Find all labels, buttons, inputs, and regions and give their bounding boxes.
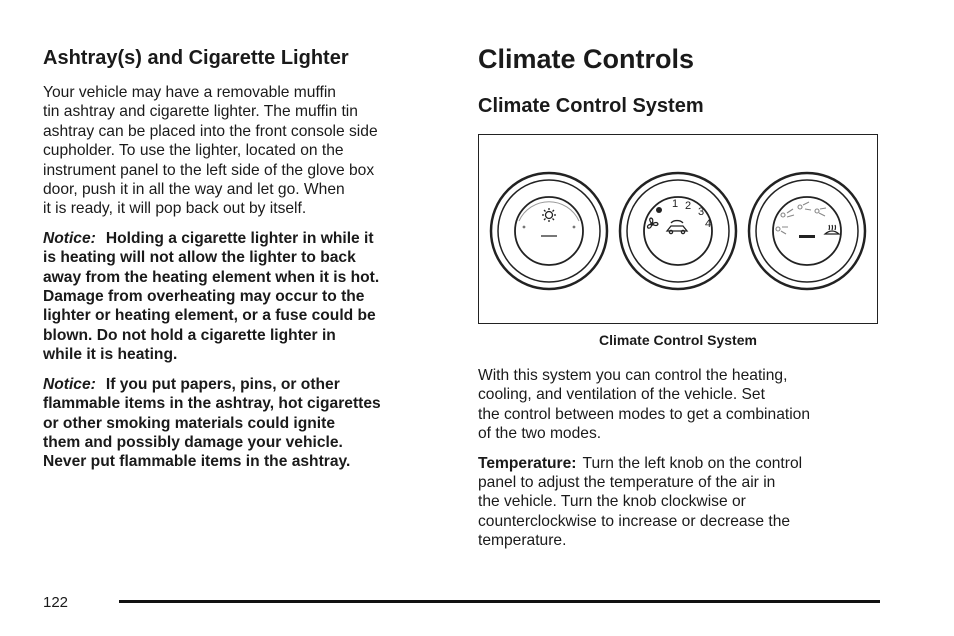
vent-mode-icon xyxy=(781,209,794,217)
line: them and possibly damage your vehicle. xyxy=(43,433,343,451)
line: Turn the left knob on the control xyxy=(582,454,803,472)
fan-icon xyxy=(648,218,659,228)
line: Holding a cigarette lighter in while it xyxy=(105,229,374,247)
page-title: Climate Controls xyxy=(478,44,695,74)
line: blown. Do not hold a cigarette lighter in xyxy=(43,326,336,344)
knob-markings xyxy=(523,226,576,237)
figure-caption: Climate Control System xyxy=(599,332,757,348)
line: it is ready, it will pop back out by itself. xyxy=(43,200,307,218)
sun-icon xyxy=(542,208,556,222)
fan-speed-label-1: 1 xyxy=(672,198,679,210)
line: temperature. xyxy=(478,532,567,550)
mode-indicator-bar xyxy=(799,235,815,238)
line: Damage from overheating may occur to the xyxy=(43,288,365,306)
line: away from the heating element when it is hot. xyxy=(43,268,380,286)
left-column xyxy=(43,46,438,482)
mode-knob xyxy=(749,173,865,289)
line: cupholder. To use the lighter, located on the xyxy=(43,142,344,160)
line: the control between modes to get a combination xyxy=(478,405,811,423)
ashtray-paragraph xyxy=(43,83,438,219)
fan-off-icon xyxy=(656,207,662,213)
line: counterclockwise to increase or decrease the xyxy=(478,512,791,530)
line: panel to adjust the temperature of the air in xyxy=(478,474,776,492)
footer-rule xyxy=(119,600,880,603)
line: while it is heating. xyxy=(43,346,178,364)
line: or other smoking materials could ignite xyxy=(43,414,336,432)
notice-label: Notice: xyxy=(43,375,96,393)
section-heading-climate-system: Climate Control System xyxy=(478,95,704,117)
climate-control-illustration xyxy=(478,134,878,324)
climate-intro-paragraph xyxy=(478,366,888,444)
floor-mode-icon xyxy=(815,208,826,216)
line: ashtray can be placed into the front console side xyxy=(43,122,378,140)
line: cooling, and ventilation of the vehicle. Set xyxy=(478,386,765,404)
section-heading-ashtray: Ashtray(s) and Cigarette Lighter xyxy=(43,47,349,69)
notice-lighter xyxy=(43,229,438,365)
bi-level-mode-icon xyxy=(798,202,811,210)
line: is heating will not allow the lighter to back xyxy=(43,249,356,267)
line: the vehicle. Turn the knob clockwise or xyxy=(478,493,746,511)
fan-speed-label-2: 2 xyxy=(685,200,692,212)
temperature-paragraph xyxy=(478,454,888,551)
line: lighter or heating element, or a fuse could be xyxy=(43,307,376,325)
line: of the two modes. xyxy=(478,425,602,443)
line: instrument panel to the left side of the glove box xyxy=(43,161,375,179)
fan-speed-label-3: 3 xyxy=(698,206,705,218)
defrost-icon xyxy=(825,225,839,234)
line: With this system you can control the heating, xyxy=(478,367,788,384)
defog-mode-icon xyxy=(776,227,788,234)
climate-panel-drawing xyxy=(479,135,879,325)
temperature-knob xyxy=(491,173,607,289)
fan-speed-label-4: 4 xyxy=(705,218,712,230)
right-column xyxy=(478,42,888,561)
page-number: 122 xyxy=(43,594,69,611)
line: door, push it in all the way and let go. When xyxy=(43,181,345,199)
line: Never put flammable items in the ashtray. xyxy=(43,453,351,471)
line: Your vehicle may have a removable muffin xyxy=(43,84,336,101)
line: tin ashtray and cigarette lighter. The muffin tin xyxy=(43,103,358,121)
line: If you put papers, pins, or other xyxy=(105,375,340,393)
notice-label: Notice: xyxy=(43,229,96,247)
line: flammable items in the ashtray, hot cigarettes xyxy=(43,395,381,413)
temperature-label: Temperature: xyxy=(478,454,577,472)
recirculation-car-icon xyxy=(667,221,687,234)
notice-flammable xyxy=(43,375,438,472)
